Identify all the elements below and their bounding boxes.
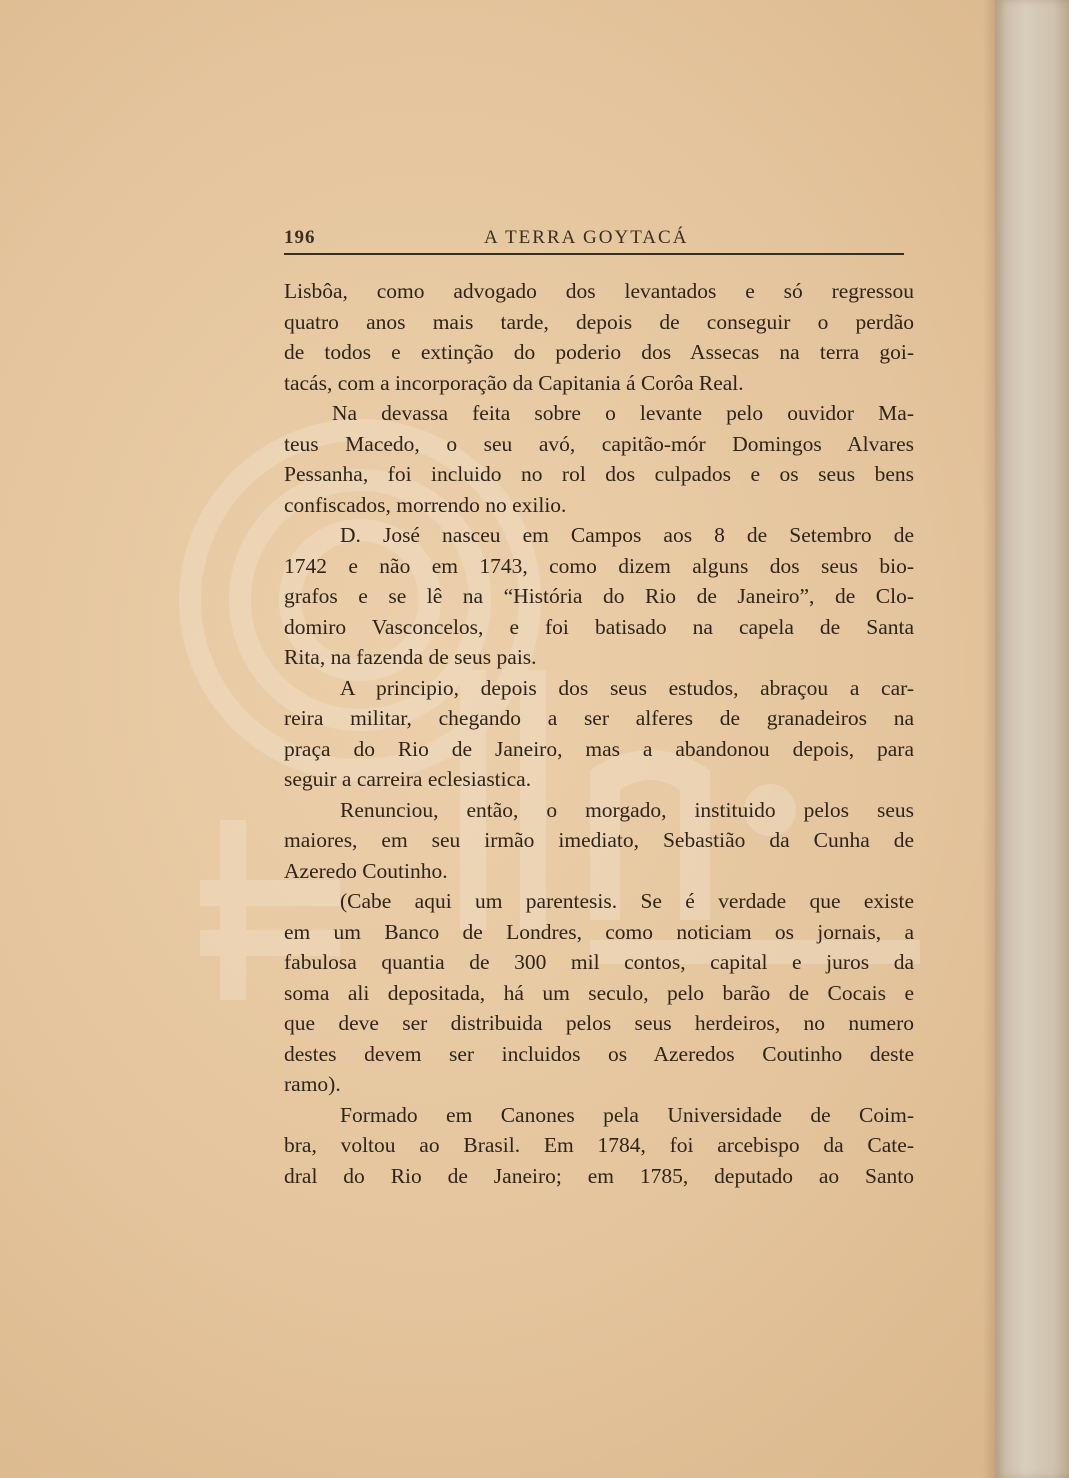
- text-line: Renunciou, então, o morgado, instituido pelos seus: [340, 797, 914, 822]
- text-line: grafos e se lê na “História do Rio de Janeiro”, de Clo-: [284, 584, 914, 608]
- text-line: tacás, com a incorporação da Capitania á Corôa Real.: [284, 370, 744, 395]
- text-line: Azeredo Coutinho.: [284, 858, 448, 883]
- text-line: fabulosa quantia de 300 mil contos, capital e juros da: [284, 950, 914, 974]
- text-line: que deve ser distribuida pelos seus herdeiros, no numero: [284, 1011, 914, 1035]
- text-line: Rita, na fazenda de seus pais.: [284, 645, 537, 669]
- book-spine: [995, 0, 1069, 1478]
- text-line: Formado em Canones pela Universidade de Coim-: [340, 1102, 914, 1127]
- text-line: Na devassa feita sobre o levante pelo ouvidor Ma-: [332, 401, 914, 425]
- text-line: Lisbôa, como advogado dos levantados e só regressou: [284, 279, 914, 303]
- text-line: dral do Rio de Janeiro; em 1785, deputado ao Santo: [284, 1163, 914, 1188]
- text-line: maiores, em seu irmão imediato, Sebastião da Cunha de: [284, 828, 914, 852]
- page-number: 196: [284, 227, 316, 248]
- text-line: praça do Rio de Janeiro, mas a abandonou depois, para: [284, 736, 914, 761]
- text-line: soma ali depositada, há um seculo, pelo barão de Cocais e: [284, 980, 914, 1005]
- text-line: teus Macedo, o seu avó, capitão-mór Domingos Alvares: [284, 431, 914, 456]
- text-line: de todos e extinção do poderio dos Assecas na terra goi-: [284, 340, 914, 364]
- text-line: em um Banco de Londres, como noticiam os jornais, a: [284, 919, 914, 944]
- text-line: seguir a carreira eclesiastica.: [284, 767, 532, 791]
- body-text: [284, 276, 914, 1191]
- text-line: (Cabe aqui um parentesis. Se é verdade que existe: [340, 889, 914, 913]
- text-line: domiro Vasconcelos, e foi batisado na capela de Santa: [284, 614, 914, 639]
- text-line: destes devem ser incluidos os Azeredos Coutinho deste: [284, 1041, 914, 1066]
- text-line: A principio, depois dos seus estudos, abraçou a car-: [340, 675, 914, 700]
- text-line: bra, voltou ao Brasil. Em 1784, foi arcebispo da Cate-: [284, 1133, 914, 1157]
- page-edge-shadow: [983, 0, 995, 1478]
- text-line: Pessanha, foi incluido no rol dos culpados e os seus bens: [284, 462, 914, 486]
- running-title: A TERRA GOYTACÁ: [484, 227, 689, 248]
- page-header: [284, 225, 904, 255]
- text-line: confiscados, morrendo no exilio.: [284, 492, 567, 517]
- text-line: quatro anos mais tarde, depois de conseguir o perdão: [284, 309, 914, 334]
- text-line: reira militar, chegando a ser alferes de granadeiros na: [284, 706, 914, 730]
- text-line: D. José nasceu em Campos aos 8 de Setembro de: [340, 523, 914, 547]
- text-line: ramo).: [284, 1072, 341, 1096]
- text-line: 1742 e não em 1743, como dizem alguns dos seus bio-: [284, 553, 914, 578]
